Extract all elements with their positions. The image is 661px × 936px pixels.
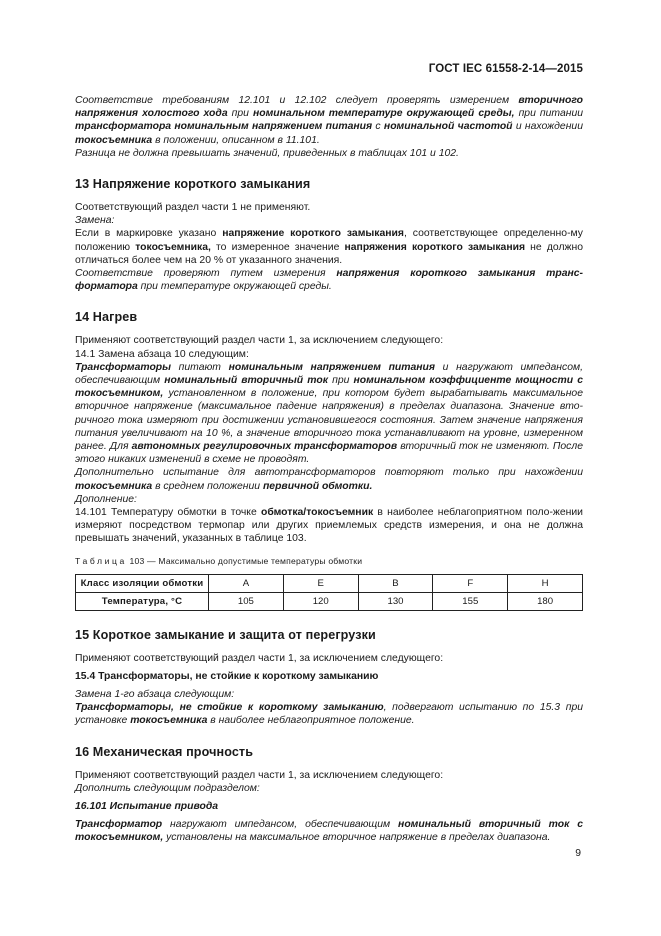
text-run: Соответствие проверяют путем измерения: [75, 268, 337, 280]
text-run: то измеренное значение: [210, 241, 345, 253]
section-14-paragraph-4: [75, 466, 583, 492]
text-run: напряжения короткого замыкания: [344, 241, 526, 253]
text-run: токосъемника: [75, 480, 153, 492]
text-run: напряжения короткого замыкания транс-форматора: [75, 268, 583, 293]
section-14-paragraph-6: [75, 506, 583, 546]
winding-temperature-table: [75, 574, 583, 611]
text-run: при температуре окружающей среды.: [137, 281, 332, 293]
text-run: вторичного напряжения холостого хода: [75, 95, 583, 120]
text-run: в наиболее неблагоприятном поло-жении измеряют посредством термопар или других приемлемых средств измерения, и она не должна превышать значений, указанных в таблице 103.: [75, 507, 583, 545]
text-run: , подвергают испытанию по 15.3 при установке: [75, 702, 583, 727]
text-run: напряжение короткого замыкания: [222, 228, 404, 240]
text-run: токосъемника,: [135, 241, 211, 253]
table-cell: 120: [283, 592, 358, 610]
text-run: с: [372, 121, 384, 133]
table-cell: 105: [209, 592, 284, 610]
section-15-paragraph-2: Замена 1-го абзаца следующим:: [75, 688, 235, 700]
table-row-label: Класс изоляции обмотки: [76, 574, 209, 592]
table-caption: [75, 556, 583, 567]
text-run: Соответствие требованиям 12.101 и 12.102 следует проверять измерением: [75, 95, 519, 106]
table-caption-label: Таблица: [75, 555, 127, 566]
section-14-title: 14 Нагрев: [75, 310, 138, 325]
section-14-paragraph-1: Применяют соответствующий раздел части 1, за исключением следующего:: [75, 335, 444, 347]
table-row: [76, 574, 583, 592]
text-run: 14.101 Температуру обмотки в точке: [75, 507, 261, 519]
section-16-paragraph-3: [75, 818, 583, 844]
text-run: в положении, описанном в 11.101.: [152, 134, 320, 146]
text-run: питают: [171, 361, 229, 373]
section-15-paragraph-3: [75, 701, 583, 727]
text-run: номинальной частотой: [383, 121, 513, 133]
text-run: токосъемника: [130, 715, 208, 727]
text-run: номинальном коэффициенте мощности с токосъемником,: [75, 375, 583, 400]
section-14-paragraph-2: 14.1 Замена абзаца 10 следующим:: [75, 348, 249, 360]
text-run: , соответствующее определенно-му положению: [75, 228, 583, 253]
text-run: Трансформатор: [75, 818, 163, 830]
text-run: вторичный ток не изменяют. После этого никаких изменений в схеме не проводят.: [75, 441, 583, 466]
section-13-paragraph-1: Соответствующий раздел части 1 не применяют.: [75, 202, 311, 214]
text-run: номинальным напряжением питания: [228, 361, 436, 373]
section-13-paragraph-4: [75, 267, 583, 293]
intro-paragraph-2: Разница не должна превышать значений, приведенных в таблицах 101 и 102.: [75, 147, 459, 159]
page-number: 9: [575, 848, 581, 859]
table-cell: E: [283, 574, 358, 592]
text-run: не должно отличаться более чем на 20 % от указанного значения.: [75, 241, 583, 266]
document-id: ГОСТ IEC 61558-2-14—2015: [428, 63, 583, 75]
section-15-title: 15 Короткое замыкание и защита от перегрузки: [75, 627, 376, 642]
table-cell: 155: [433, 592, 508, 610]
page-content: [75, 94, 583, 844]
table-cell: B: [358, 574, 433, 592]
table-cell: F: [433, 574, 508, 592]
text-run: и нагружают импедансом, обеспечивающим: [75, 361, 583, 387]
section-16-subheading: 16.101 Испытание привода: [75, 800, 219, 812]
section-16-paragraph-2: Дополнить следующим подразделом:: [75, 782, 260, 794]
intro-paragraph-1: [75, 94, 583, 147]
text-run: Дополнительно испытание для автотрансформаторов повторяют только при нахождении: [75, 467, 583, 479]
section-16-paragraph-1: Применяют соответствующий раздел части 1, за исключением следующего:: [75, 769, 444, 781]
table-cell: A: [209, 574, 284, 592]
text-run: нагружают импедансом, обеспечивающим: [162, 818, 399, 830]
section-13-paragraph-3: [75, 227, 583, 267]
section-16-title: 16 Механическая прочность: [75, 744, 254, 759]
text-run: при питании: [514, 108, 583, 120]
text-run: обмотка/токосъемник: [260, 507, 374, 519]
table-row: [76, 592, 583, 610]
section-13-paragraph-2: Замена:: [75, 215, 115, 227]
table-cell: 180: [508, 592, 583, 610]
section-15-subheading: 15.4 Трансформаторы, не стойкие к короткому замыканию: [75, 670, 379, 682]
table-cell: H: [508, 574, 583, 592]
text-run: токосъемника: [75, 134, 153, 146]
section-13-title: 13 Напряжение короткого замыкания: [75, 177, 311, 192]
text-run: при: [227, 108, 253, 120]
text-run: номинальный вторичный ток: [164, 375, 328, 387]
text-run: трансформатора номинальным напряжением питания: [75, 121, 373, 133]
text-run: Трансформаторы: [75, 361, 172, 373]
text-run: Если в маркировке указано: [75, 228, 223, 240]
text-run: в наиболее неблагоприятное положение.: [207, 715, 415, 727]
text-run: не стойкие к короткому замыканию: [179, 702, 384, 714]
text-run: при: [328, 375, 354, 387]
text-run: установленном в положение, при котором будет вырабатывать максимальное вторичное напряжение (максимальное падение напряжения) в пределах диапазона. Значение вто-ричного тока измеряют при достижении установившегося состояния. Затем значение напряжения питания увеличивают на 10 %, а значение вторичного тока устанавливают на уровне, измеренном ранее. Для: [75, 388, 583, 453]
text-run: и нахождении: [512, 121, 583, 133]
table-cell: 130: [358, 592, 433, 610]
section-15-paragraph-1: Применяют соответствующий раздел части 1, за исключением следующего:: [75, 652, 444, 664]
text-run: в среднем положении: [152, 480, 263, 492]
table-caption-text: 103 — Максимально допустимые температуры обмотки: [129, 555, 363, 566]
table-row-label: Температура, °C: [76, 592, 209, 610]
text-run: установлены на максимальное вторичное напряжение в пределах диапазона.: [163, 832, 551, 844]
text-run: номинальный вторичный ток с токосъемником,: [75, 818, 583, 844]
text-run: Трансформаторы,: [75, 702, 174, 714]
text-run: первичной обмотки.: [262, 480, 373, 492]
text-run: автономных регулировочных трансформаторов: [131, 441, 398, 453]
section-14-paragraph-5: Дополнение:: [75, 493, 137, 505]
text-run: номинальном температуре окружающей среды,: [252, 108, 515, 120]
section-14-paragraph-3: [75, 361, 583, 467]
